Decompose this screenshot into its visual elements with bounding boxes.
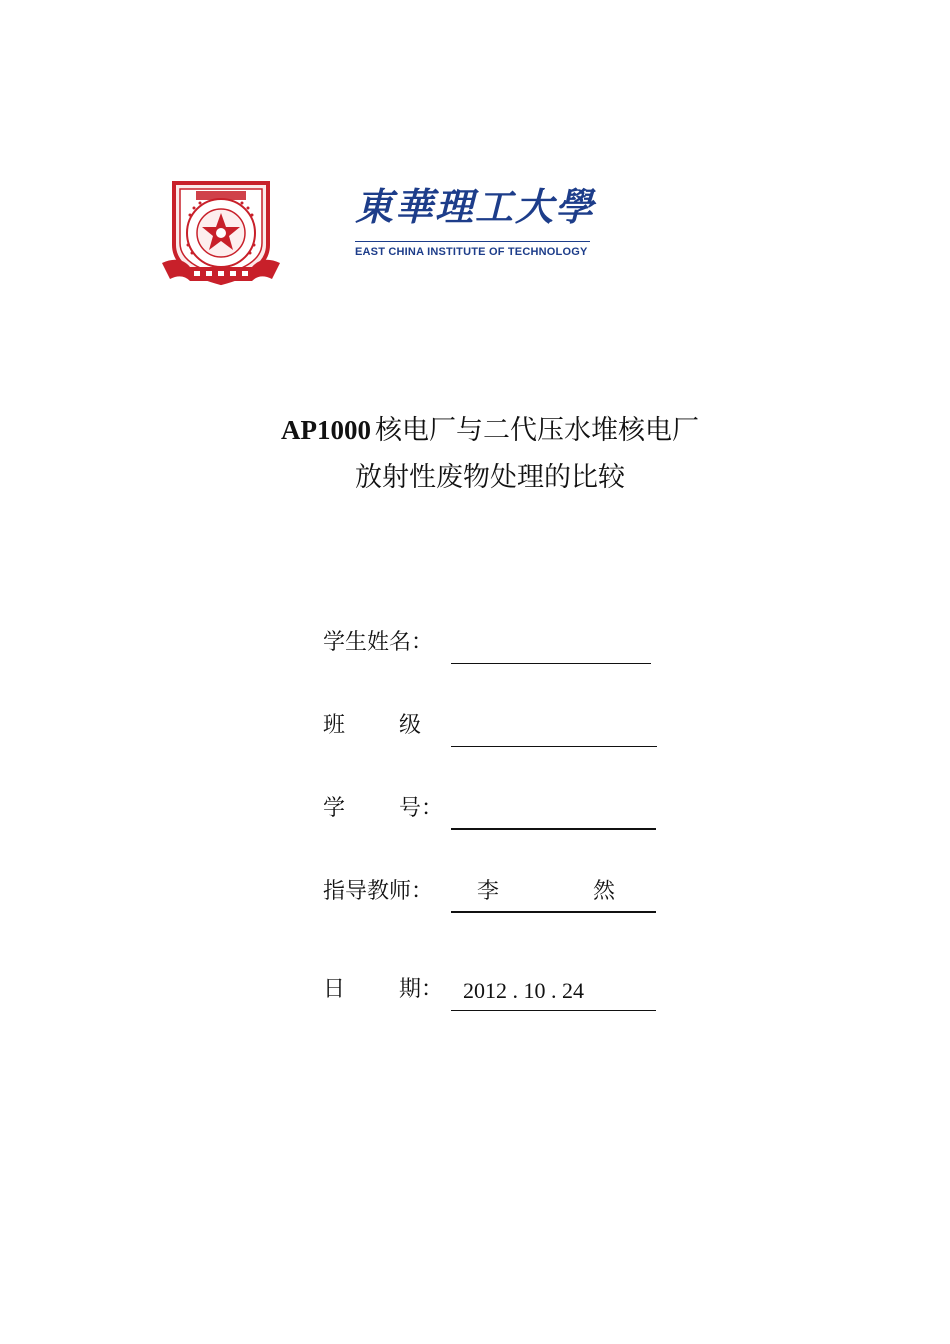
university-logo [160, 175, 596, 295]
date-field[interactable] [451, 976, 656, 1011]
field-class [323, 707, 663, 747]
university-name-cn: 東華理工大學 [355, 184, 596, 229]
student-name-label: 学生姓名： [323, 630, 434, 655]
title-line-1 [0, 407, 950, 454]
document-title [0, 407, 950, 501]
student-name-field[interactable] [451, 629, 651, 664]
class-label-a: 班 [323, 713, 346, 738]
student-id-label [323, 791, 443, 822]
date-label-b: 期： [399, 977, 444, 1002]
date-label-a: 日 [323, 977, 346, 1002]
title-line-1-text: 核电厂与二代压水堆核电厂 [375, 415, 699, 446]
title-code: AP1000 [281, 415, 371, 445]
class-label-b: 级 [399, 713, 422, 738]
field-date [323, 971, 663, 1011]
university-name-en: EAST CHINA INSTITUTE OF TECHNOLOGY [355, 241, 590, 258]
date-value: 2012 . 10 . 24 [463, 978, 584, 1003]
advisor-value-a: 李 [477, 878, 500, 903]
university-wordmark [355, 183, 596, 258]
field-student-id [323, 790, 663, 830]
field-student-name [323, 624, 663, 664]
date-label [323, 972, 443, 1003]
title-line-2: 放射性废物处理的比较 [355, 462, 625, 493]
class-field[interactable] [451, 712, 657, 747]
advisor-field[interactable] [451, 877, 656, 913]
university-emblem-icon [160, 175, 282, 293]
field-advisor [323, 873, 663, 913]
class-label [323, 708, 421, 739]
student-id-field[interactable] [451, 794, 656, 830]
student-id-label-b: 号： [399, 796, 444, 821]
advisor-value-b: 然 [593, 878, 616, 903]
student-id-label-a: 学 [323, 796, 346, 821]
advisor-label: 指导教师： [323, 879, 434, 904]
